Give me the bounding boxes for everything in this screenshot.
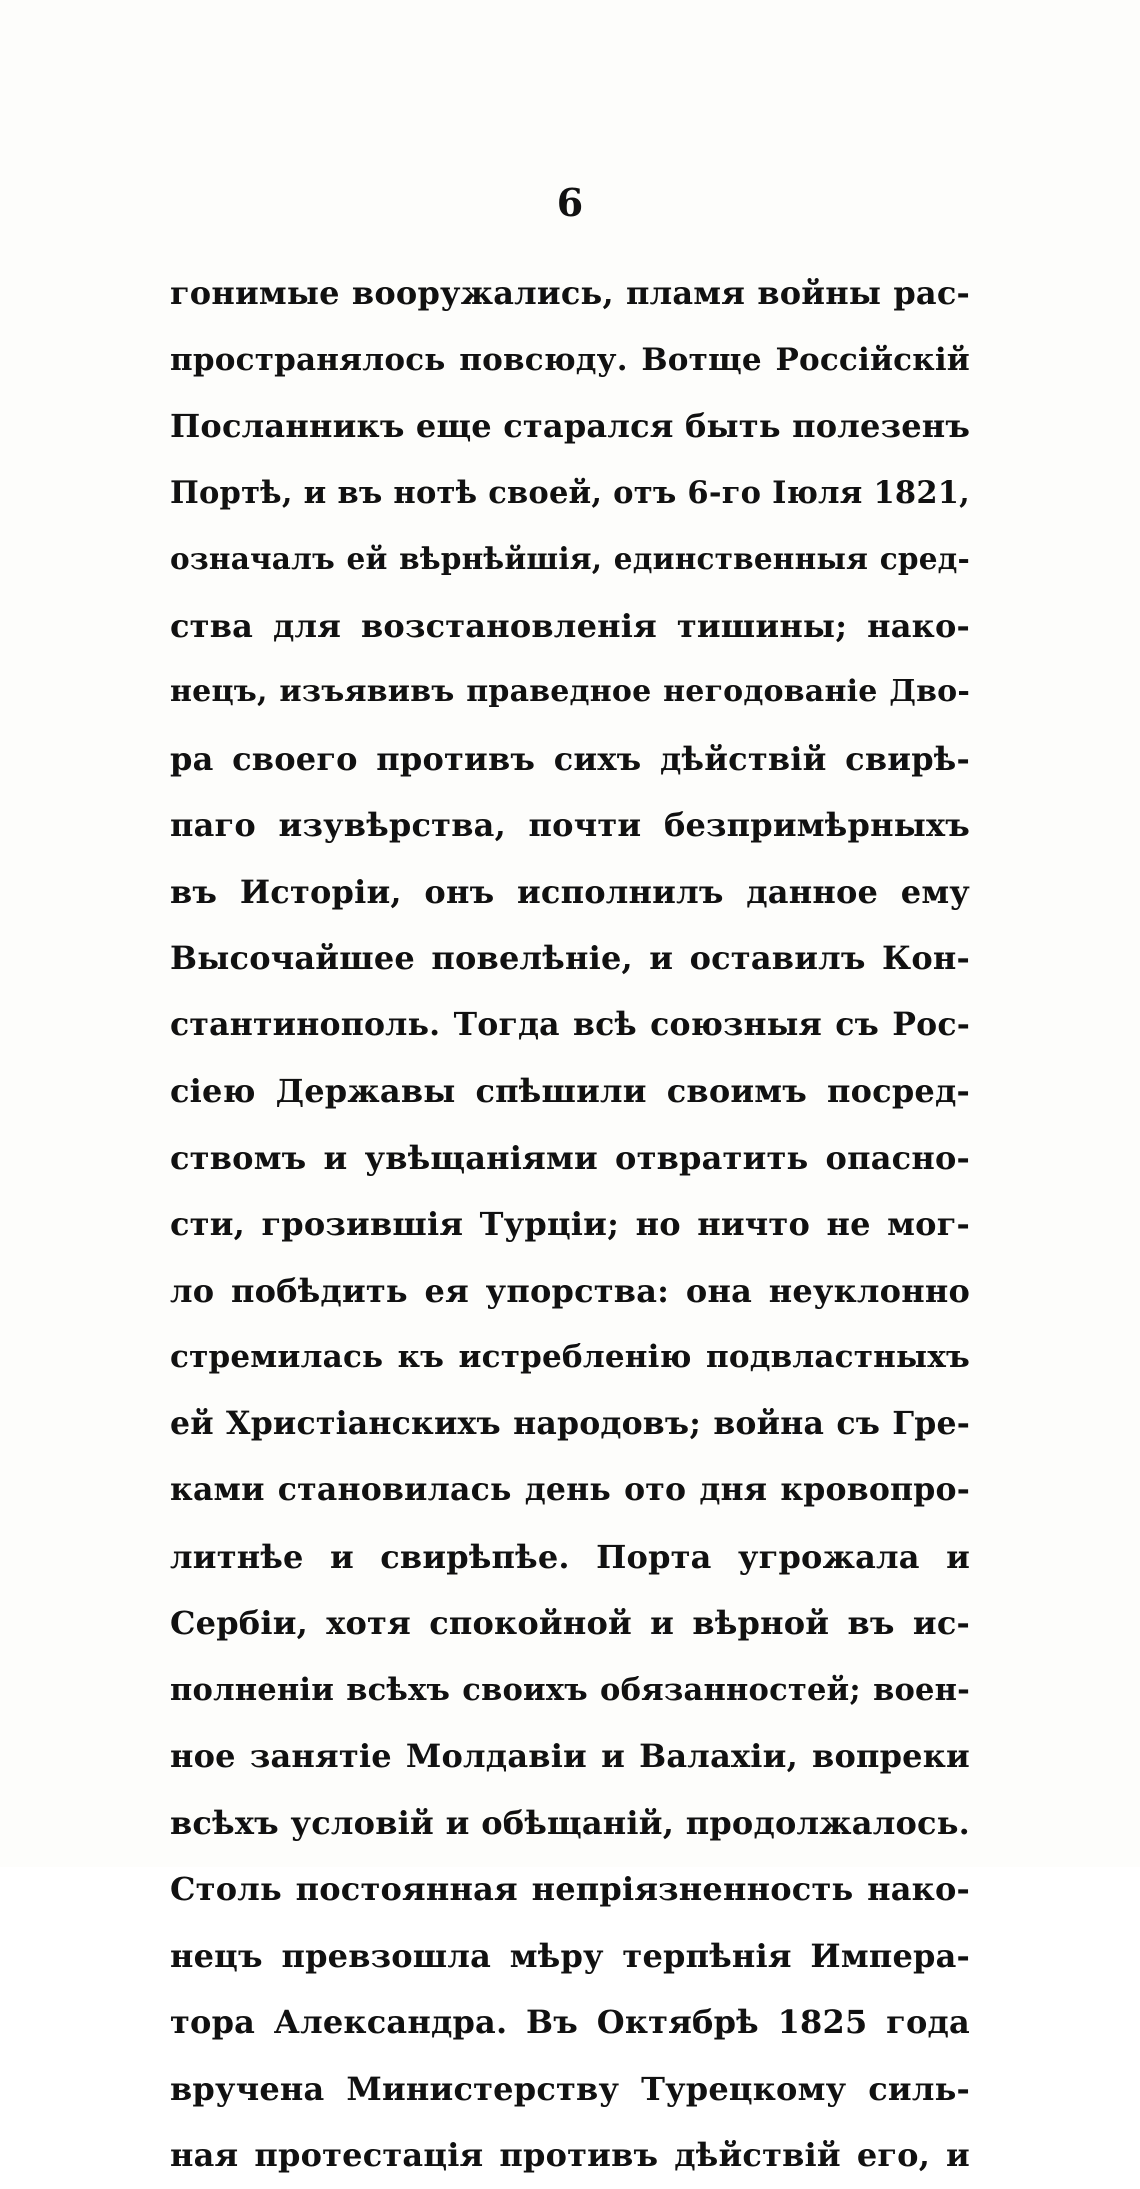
text-line: ствомъ и увѣщаніями отвратить опасно- bbox=[170, 1138, 970, 1177]
text-line: пространялось повсюду. Вотще Россійскій bbox=[170, 341, 970, 378]
text-line: Посланникъ еще старался быть полезенъ bbox=[170, 407, 971, 445]
text-line: сіею Державы спѣшили своимъ посред- bbox=[170, 1072, 970, 1110]
text-line: ная протестація противъ дѣйствій его, и bbox=[170, 2136, 970, 2174]
text-line: полненіи всѣхъ своихъ обязанностей; воен- bbox=[170, 1671, 970, 1708]
text-line: ра своего противъ сихъ дѣйствій свирѣ- bbox=[170, 739, 970, 778]
text-line: ства для возстановленія тишины; нако- bbox=[170, 606, 970, 645]
text-line: ей Христіанскихъ народовъ; война съ Гре- bbox=[170, 1404, 970, 1442]
text-line: Сербіи, хотя спокойной и вѣрной въ ис- bbox=[170, 1604, 970, 1642]
text-line: Высочайшее повелѣніе, и оставилъ Кон- bbox=[170, 939, 970, 977]
text-line: стантинополь. Тогда всѣ союзныя съ Рос- bbox=[170, 1005, 970, 1043]
text-line: Столь постоянная непріязненность нако- bbox=[170, 1870, 970, 1908]
text-line: гонимые вооружались, пламя войны рас- bbox=[170, 274, 970, 312]
text-line: тора Александра. Въ Октябрѣ 1825 года bbox=[170, 2003, 970, 2041]
text-line: ками становилась день ото дня кровопро- bbox=[170, 1471, 970, 1508]
text-line: ло побѣдить ея упорства: она неуклонно bbox=[170, 1271, 970, 1310]
body-text bbox=[170, 260, 970, 2189]
text-line: сти, грозившія Турціи; но ничто не мог- bbox=[170, 1205, 970, 1243]
text-line: вручена Министерству Турецкому силь- bbox=[170, 2069, 970, 2108]
text-line: всѣхъ условій и обѣщаній, продолжалось. bbox=[170, 1803, 970, 1842]
text-line: означалъ ей вѣрнѣйшія, единственныя сред- bbox=[170, 541, 970, 576]
text-line: Портѣ, и въ нотѣ своей, отъ 6-го Іюля 1821, bbox=[170, 474, 970, 511]
text-line: нецъ, изъявивъ праведное негодованіе Дво- bbox=[170, 674, 970, 709]
page-number: 6 bbox=[556, 180, 584, 225]
text-line: въ Исторіи, онъ исполнилъ данное ему bbox=[170, 872, 970, 911]
text-line: стремилась къ истребленію подвластныхъ bbox=[170, 1339, 970, 1375]
text-line: нецъ превзошла мѣру терпѣнія Импера- bbox=[170, 1936, 970, 1975]
text-line: паго изувѣрства, почти безпримѣрныхъ bbox=[170, 806, 970, 844]
text-line: литнѣе и свирѣпѣе. Порта угрожала и bbox=[170, 1537, 970, 1576]
text-line: ное занятіе Молдавіи и Валахіи, вопреки bbox=[170, 1737, 970, 1775]
